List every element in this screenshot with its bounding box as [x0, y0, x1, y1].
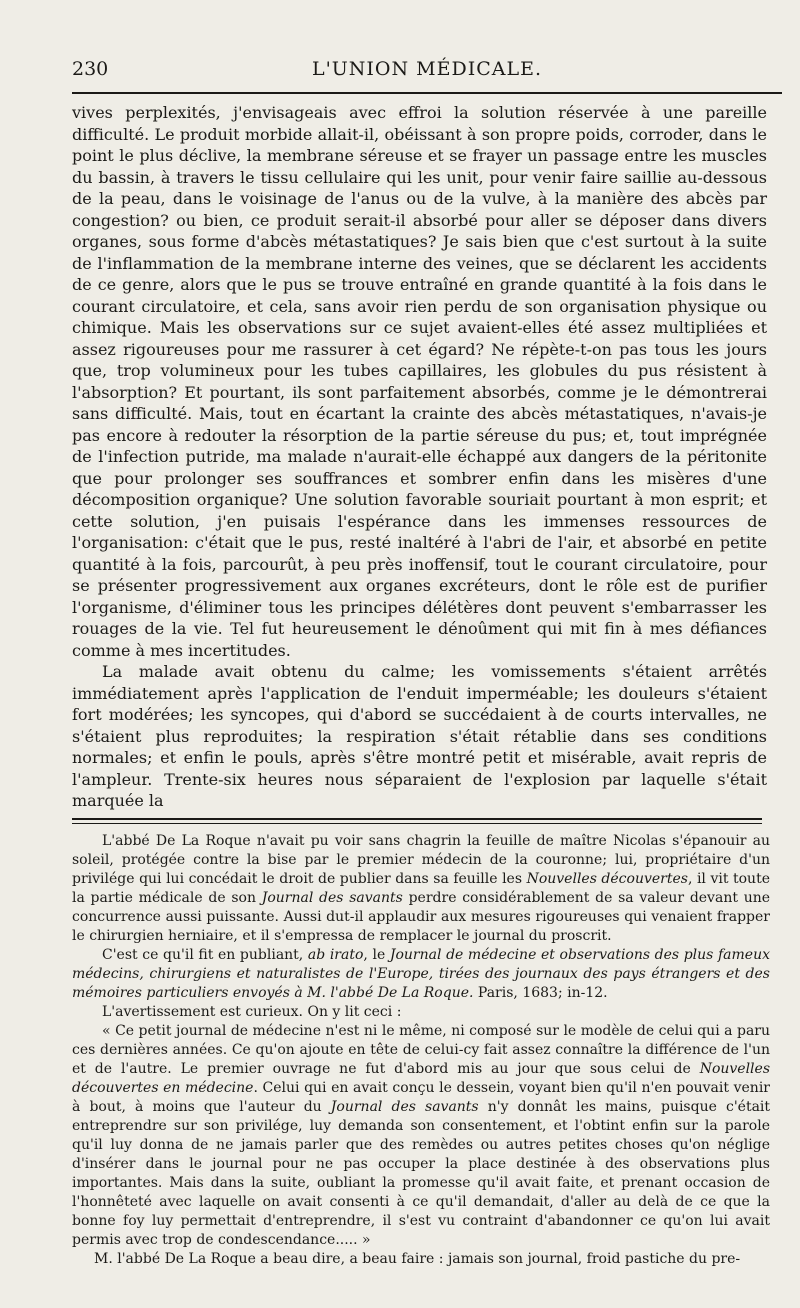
footnote-quotation: « Ce petit journal de médecine n'est ni le même, ni composé sur le modèle de celui qui a paru ces dernières années. Ce qu'on ajoute en tête de celui-cy fait assez connaître la différence de l'un et de l'autre. Le premier ouvrage ne fut d'abord mis au jour que sous celui de Nouvelles découvertes en médecine. Celui qui en avait conçu le dessein, voyant bien qu'il n'en pouvait venir à bout, à moins que l'auteur du Journal des savants n'y donnât les mains, puisque c'était entreprendre sur son privilége, luy demanda son consentement, et l'obtint enfin sur la parole qu'il luy donna de ne jamais parler que des remèdes ou autres petites choses qu'on néglige d'insérer dans le journal pour ne pas occuper la place destinée à des observations plus importantes. Mais dans la suite, oubliant la promesse qu'il avait faite, et prenant occasion de l'honnêteté avec laquelle on avait consenti à ce qu'il demandait, d'aller au delà de ce que la bonne foy luy permettait d'entreprendre, il s'est vu contraint d'abandonner ce qu'on lui avait permis avec trop de condescendance..... »	[72, 1023, 771, 1248]
page-number: 230	[72, 58, 109, 80]
paragraph-2: La malade avait obtenu du calme; les vomissements s'étaient arrêtés immédiatement après l'application de l'enduit imperméable; les douleurs s'étaient fort modérées; les syncopes, qui d'abord se succédaient à de courts intervalles, ne s'étaient plus reproduites; la respiration s'était rétablie dans ses conditions normales; et enfin le pouls, après s'être montré petit et misérable, avait repris de l'ampleur. Trente-six heures nous séparaient de l'explosion par laquelle s'était marquée la	[72, 662, 767, 810]
footnote-paragraph-2: C'est ce qu'il fit en publiant, ab irato, le Journal de médecine et observations des plus fameux médecins, chirurgiens et naturalistes de l'Europe, tirées des journaux des pays étrangers et des mémoires particuliers envoyés à M. l'abbé De La Roque. Paris, 1683; in-12.	[72, 947, 770, 1001]
footnote-section	[72, 832, 770, 1269]
footnote-paragraph-3: L'avertissement est curieux. On y lit ceci :	[102, 1004, 402, 1020]
paragraph-1: vives perplexités, j'envisageais avec effroi la solution réservée à une pareille difficulté. Le produit morbide allait-il, obéissant à son propre poids, corroder, dans le point le plus déclive, la membrane séreuse et se frayer un passage entre les muscles du bassin, à travers le tissu cellulaire qui les unit, pour venir faire saillie au-dessous de la peau, dans le voisinage de l'anus ou de la vulve, à la manière des abcès par congestion? ou bien, ce produit serait-il absorbé pour aller se déposer dans divers organes, sous forme d'abcès métastatiques? Je sais bien que c'est surtout à la suite de l'inflammation de la membrane interne des veines, que se déclarent les accidents de ce genre, alors que le pus se trouve entraîné en grande quantité à la fois dans le courant circulatoire, et cela, sans avoir rien perdu de son organisation physique ou chimique. Mais les observations sur ce sujet avaient-elles été assez multipliées et assez rigoureuses pour me rassurer à cet égard? Ne répète-t-on pas tous les jours que, trop volumineux pour les tubes capillaires, les globules du pus résistent à l'absorption? Et pourtant, ils sont parfaitement absorbés, comme je le démontrerai sans difficulté. Mais, tout en écartant la crainte des abcès métastatiques, n'avais-je pas encore à redouter la résorption de la partie séreuse du pus; et, tout imprégnée de l'infection putride, ma malade n'aurait-elle échappé aux dangers de la péritonite que pour prolonger ses souffrances et sombrer enfin dans les misères d'une décomposition organique? Une solution favorable souriait pourtant à mon esprit; et cette solution, j'en puisais l'espérance dans les immenses ressources de l'organisation: c'était que le pus, resté inaltéré à l'abri de l'air, et absorbé en petite quantité à la fois, parcourût, à peu près inoffensif, tout le courant circulatoire, pour se présenter progressivement aux organes excréteurs, dont le rôle est de purifier l'organisme, d'éliminer tous les principes délétères dont peuvent s'embarrasser les rouages de la vie. Tel fut heureusement le dénoûment qui mit fin à mes défiances comme à mes incertitudes.	[72, 103, 767, 660]
footnote-paragraph-4: M. l'abbé De La Roque a beau dire, a beau faire : jamais son journal, froid pastiche du pre-	[94, 1251, 741, 1267]
main-text	[72, 102, 767, 812]
running-title: L'UNION MÉDICALE.	[311, 58, 543, 80]
footnote-separator	[72, 818, 762, 824]
footnote-paragraph-1: L'abbé De La Roque n'avait pu voir sans chagrin la feuille de maître Nicolas s'épanouir au soleil, protégée contre la bise par le premier médecin de la couronne; lui, propriétaire d'un privilége qui lui concédait le droit de publier dans sa feuille les Nouvelles découvertes, il vit toute la partie médicale de son Journal des savants perdre considérablement de sa valeur devant une concurrence aussi puissante. Aussi dut-il applaudir aux mesures rigoureuses qui venaient frapper le chirurgien herniaire, et il s'empressa de remplacer le journal du proscrit.	[72, 833, 771, 944]
page-header	[72, 58, 782, 86]
header-rule	[72, 92, 782, 94]
